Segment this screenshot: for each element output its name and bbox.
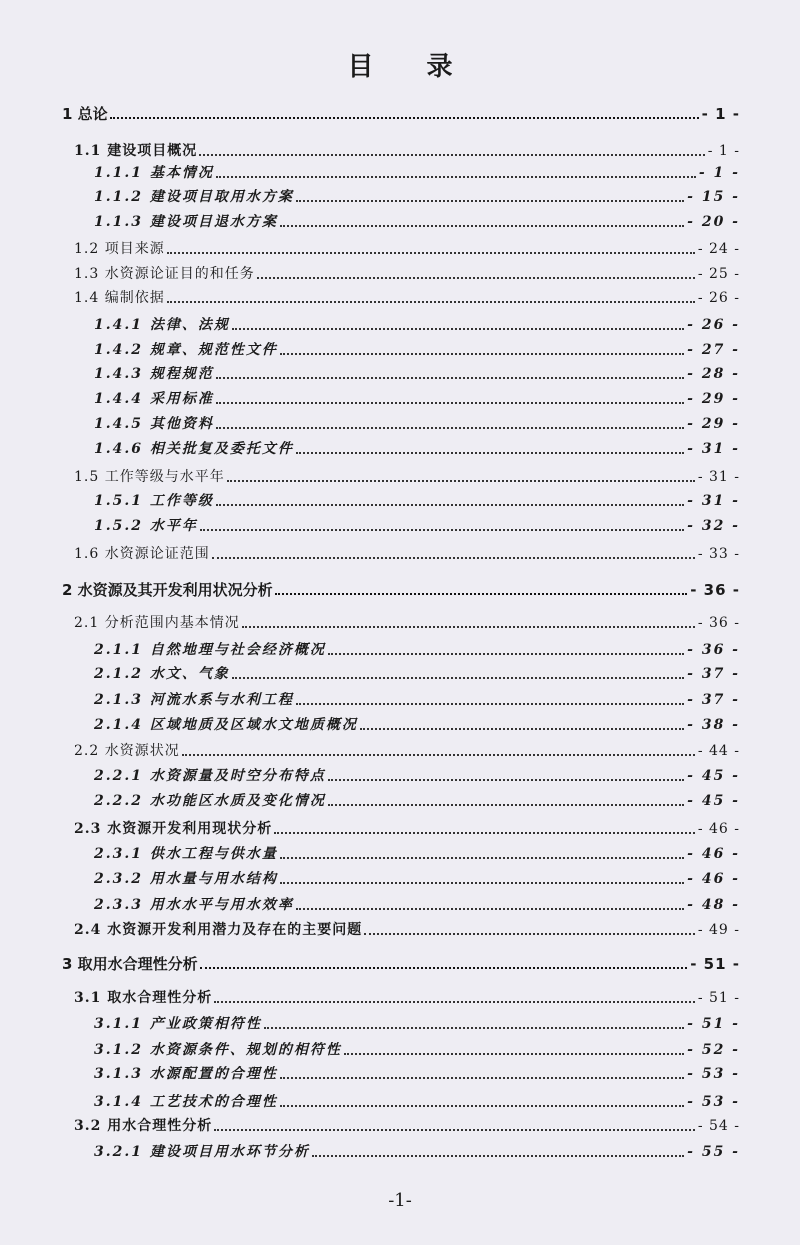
toc-entry-label: 1.4.2 规章、规范性文件 bbox=[94, 342, 278, 358]
dot-leader bbox=[296, 703, 684, 705]
toc-entry-page: - 54 - bbox=[697, 1118, 740, 1134]
toc-entry[interactable] bbox=[74, 916, 740, 940]
toc-entry-page: - 1 - bbox=[701, 105, 740, 123]
toc-entry[interactable] bbox=[94, 1088, 740, 1112]
dot-leader bbox=[280, 882, 684, 884]
toc-entry-label: 3.1.1 产业政策相符性 bbox=[94, 1016, 262, 1032]
toc-entry-label: 1.4.1 法律、法规 bbox=[94, 317, 230, 333]
toc-entry[interactable] bbox=[94, 686, 740, 710]
toc-entry[interactable] bbox=[94, 660, 740, 684]
dot-leader bbox=[167, 252, 695, 254]
toc-entry-page: - 33 - bbox=[697, 546, 740, 562]
toc-entry-page: - 26 - bbox=[697, 290, 740, 306]
toc-entry-page: - 28 - bbox=[687, 366, 740, 382]
dot-leader bbox=[280, 353, 684, 355]
toc-entry[interactable] bbox=[62, 950, 740, 974]
toc-entry-label: 1 总论 bbox=[62, 105, 108, 123]
toc-entry[interactable] bbox=[74, 235, 740, 259]
toc-entry-label: 1.1.2 建设项目取用水方案 bbox=[94, 189, 294, 205]
toc-entry[interactable] bbox=[74, 609, 740, 633]
dot-leader bbox=[328, 653, 684, 655]
toc-entry-label: 1.1.3 建设项目退水方案 bbox=[94, 214, 278, 230]
toc-entry-page: - 45 - bbox=[687, 793, 740, 809]
dot-leader bbox=[312, 1155, 684, 1157]
toc-entry[interactable] bbox=[94, 891, 740, 915]
toc-entry-page: - 26 - bbox=[687, 317, 740, 333]
page-number: -1- bbox=[388, 1190, 412, 1211]
toc-entry-page: - 27 - bbox=[687, 342, 740, 358]
toc-entry-label: 2.1.2 水文、气象 bbox=[94, 666, 230, 682]
toc-entry-label: 3.1 取水合理性分析 bbox=[74, 990, 213, 1006]
toc-entry[interactable] bbox=[94, 1036, 740, 1060]
toc-entry-label: 1.6 水资源论证范围 bbox=[74, 546, 210, 562]
toc-entry-label: 2.2.2 水功能区水质及变化情况 bbox=[94, 793, 326, 809]
toc-entry-page: - 46 - bbox=[687, 846, 740, 862]
dot-leader bbox=[280, 225, 684, 227]
toc-entry-label: 1.5 工作等级与水平年 bbox=[74, 469, 225, 485]
toc-entry-label: 2.1.3 河流水系与水利工程 bbox=[94, 692, 294, 708]
toc-entry-page: - 51 - bbox=[687, 1016, 740, 1032]
toc-entry-page: - 15 - bbox=[687, 189, 740, 205]
toc-entry-page: - 31 - bbox=[697, 469, 740, 485]
dot-leader bbox=[296, 908, 684, 910]
toc-entry-page: - 53 - bbox=[687, 1066, 740, 1082]
toc-entry[interactable] bbox=[94, 840, 740, 864]
dot-leader bbox=[214, 1129, 695, 1131]
toc-entry-label: 1.3 水资源论证目的和任务 bbox=[74, 266, 255, 282]
toc-entry[interactable] bbox=[74, 984, 740, 1008]
toc-entry[interactable] bbox=[94, 360, 740, 384]
toc-entry-page: - 51 - bbox=[690, 955, 740, 973]
toc-entry[interactable] bbox=[94, 1010, 740, 1034]
dot-leader bbox=[232, 328, 684, 330]
dot-leader bbox=[214, 1001, 695, 1003]
toc-entry[interactable] bbox=[94, 487, 740, 511]
toc-entry[interactable] bbox=[62, 100, 740, 124]
dot-leader bbox=[280, 857, 684, 859]
dot-leader bbox=[257, 277, 695, 279]
toc-entry-page: - 55 - bbox=[687, 1144, 740, 1160]
toc-entry-label: 2.3.1 供水工程与供水量 bbox=[94, 846, 278, 862]
toc-entry-label: 3.2.1 建设项目用水环节分析 bbox=[94, 1144, 310, 1160]
toc-entry-page: - 37 - bbox=[687, 666, 740, 682]
toc-entry-page: - 31 - bbox=[687, 493, 740, 509]
dot-leader bbox=[216, 176, 696, 178]
toc-entry[interactable] bbox=[94, 183, 740, 207]
toc-entry[interactable] bbox=[94, 159, 740, 183]
toc-entry-page: - 1 - bbox=[707, 143, 740, 159]
toc-entry[interactable] bbox=[94, 311, 740, 335]
toc-entry-label: 1.4.4 采用标准 bbox=[94, 391, 214, 407]
dot-leader bbox=[328, 779, 684, 781]
toc-entry-label: 2.2.1 水资源量及时空分布特点 bbox=[94, 768, 326, 784]
dot-leader bbox=[360, 728, 684, 730]
toc-entry-page: - 36 - bbox=[690, 581, 740, 599]
toc-entry[interactable] bbox=[94, 865, 740, 889]
dot-leader bbox=[274, 832, 695, 834]
toc-entry-page: - 45 - bbox=[687, 768, 740, 784]
toc-entry-label: 2.4 水资源开发利用潜力及存在的主要问题 bbox=[74, 922, 363, 938]
toc-entry-label: 1.1.1 基本情况 bbox=[94, 165, 214, 181]
toc-entry-label: 2.3 水资源开发利用现状分析 bbox=[74, 821, 273, 837]
toc-entry-label: 2.1.1 自然地理与社会经济概况 bbox=[94, 642, 326, 658]
toc-entry-label: 2.1 分析范围内基本情况 bbox=[74, 615, 240, 631]
toc-entry-page: - 46 - bbox=[697, 821, 740, 837]
dot-leader bbox=[344, 1053, 684, 1055]
toc-entry[interactable] bbox=[74, 260, 740, 284]
toc-entry-page: - 53 - bbox=[687, 1094, 740, 1110]
toc-entry[interactable] bbox=[94, 787, 740, 811]
toc-entry-page: - 29 - bbox=[687, 416, 740, 432]
toc-entry-page: - 44 - bbox=[697, 743, 740, 759]
dot-leader bbox=[328, 804, 684, 806]
toc-entry-page: - 38 - bbox=[687, 717, 740, 733]
toc-entry-label: 1.5.1 工作等级 bbox=[94, 493, 214, 509]
toc-entry-page: - 31 - bbox=[687, 441, 740, 457]
toc-entry[interactable] bbox=[94, 711, 740, 735]
dot-leader bbox=[280, 1105, 684, 1107]
dot-leader bbox=[200, 967, 688, 969]
toc-entry-label: 3 取用水合理性分析 bbox=[62, 955, 198, 973]
toc-entry[interactable] bbox=[94, 636, 740, 660]
toc-entry[interactable] bbox=[94, 208, 740, 232]
toc-entry[interactable] bbox=[94, 1060, 740, 1084]
dot-leader bbox=[232, 677, 684, 679]
toc-entry-page: - 36 - bbox=[697, 615, 740, 631]
toc-entry-page: - 37 - bbox=[687, 692, 740, 708]
toc-entry-page: - 24 - bbox=[697, 241, 740, 257]
toc-entry-page: - 20 - bbox=[687, 214, 740, 230]
toc-entry[interactable] bbox=[94, 762, 740, 786]
toc-entry-label: 3.1.4 工艺技术的合理性 bbox=[94, 1094, 278, 1110]
dot-leader bbox=[216, 402, 684, 404]
toc-entry-label: 2.2 水资源状况 bbox=[74, 743, 180, 759]
toc-entry-page: - 32 - bbox=[687, 518, 740, 534]
toc-entry-label: 1.4.3 规程规范 bbox=[94, 366, 214, 382]
dot-leader bbox=[296, 452, 684, 454]
toc-entry-label: 2 水资源及其开发利用状况分析 bbox=[62, 581, 273, 599]
dot-leader bbox=[216, 504, 684, 506]
toc-entry[interactable] bbox=[94, 512, 740, 536]
toc-entry-label: 1.4.6 相关批复及委托文件 bbox=[94, 441, 294, 457]
dot-leader bbox=[167, 301, 695, 303]
dot-leader bbox=[212, 557, 695, 559]
toc-entry-page: - 46 - bbox=[687, 871, 740, 887]
toc-entry-label: 2.1.4 区域地质及区域水文地质概况 bbox=[94, 717, 358, 733]
dot-leader bbox=[275, 593, 688, 595]
toc-entry[interactable] bbox=[74, 815, 740, 839]
toc-entry-label: 3.1.3 水源配置的合理性 bbox=[94, 1066, 278, 1082]
dot-leader bbox=[280, 1077, 684, 1079]
toc-entry-label: 1.5.2 水平年 bbox=[94, 518, 198, 534]
toc-entry-page: - 25 - bbox=[697, 266, 740, 282]
toc-entry[interactable] bbox=[74, 540, 740, 564]
toc-entry[interactable] bbox=[94, 1138, 740, 1162]
toc-entry[interactable] bbox=[74, 284, 740, 308]
toc-entry-label: 1.1 建设项目概况 bbox=[74, 143, 198, 159]
toc-entry-label: 1.4 编制依据 bbox=[74, 290, 165, 306]
toc-entry[interactable] bbox=[94, 385, 740, 409]
dot-leader bbox=[200, 529, 684, 531]
toc-entry[interactable] bbox=[94, 336, 740, 360]
dot-leader bbox=[227, 480, 695, 482]
dot-leader bbox=[199, 154, 704, 156]
toc-entry-page: - 36 - bbox=[687, 642, 740, 658]
toc-entry-page: - 52 - bbox=[687, 1042, 740, 1058]
toc-entry[interactable] bbox=[74, 137, 740, 161]
toc-entry-label: 3.2 用水合理性分析 bbox=[74, 1118, 213, 1134]
dot-leader bbox=[364, 933, 695, 935]
toc-entry[interactable] bbox=[74, 1112, 740, 1136]
dot-leader bbox=[216, 377, 684, 379]
toc-entry-label: 3.1.2 水资源条件、规划的相符性 bbox=[94, 1042, 342, 1058]
toc-entry-page: - 29 - bbox=[687, 391, 740, 407]
toc-entry[interactable] bbox=[94, 435, 740, 459]
dot-leader bbox=[242, 626, 695, 628]
toc-entry-page: - 48 - bbox=[687, 897, 740, 913]
dot-leader bbox=[264, 1027, 684, 1029]
toc-entry[interactable] bbox=[62, 576, 740, 600]
toc-entry-page: - 49 - bbox=[697, 922, 740, 938]
toc-entry-page: - 51 - bbox=[697, 990, 740, 1006]
dot-leader bbox=[296, 200, 684, 202]
dot-leader bbox=[216, 427, 684, 429]
toc-title: 目 录 bbox=[347, 52, 475, 82]
toc-entry[interactable] bbox=[94, 410, 740, 434]
toc-entry-label: 2.3.3 用水水平与用水效率 bbox=[94, 897, 294, 913]
dot-leader bbox=[182, 754, 695, 756]
toc-entry-label: 2.3.2 用水量与用水结构 bbox=[94, 871, 278, 887]
toc-entry-label: 1.2 项目来源 bbox=[74, 241, 165, 257]
toc-entry-label: 1.4.5 其他资料 bbox=[94, 416, 214, 432]
toc-entry-page: - 1 - bbox=[698, 165, 740, 181]
toc-entry[interactable] bbox=[74, 737, 740, 761]
dot-leader bbox=[110, 117, 699, 119]
toc-entry[interactable] bbox=[74, 463, 740, 487]
